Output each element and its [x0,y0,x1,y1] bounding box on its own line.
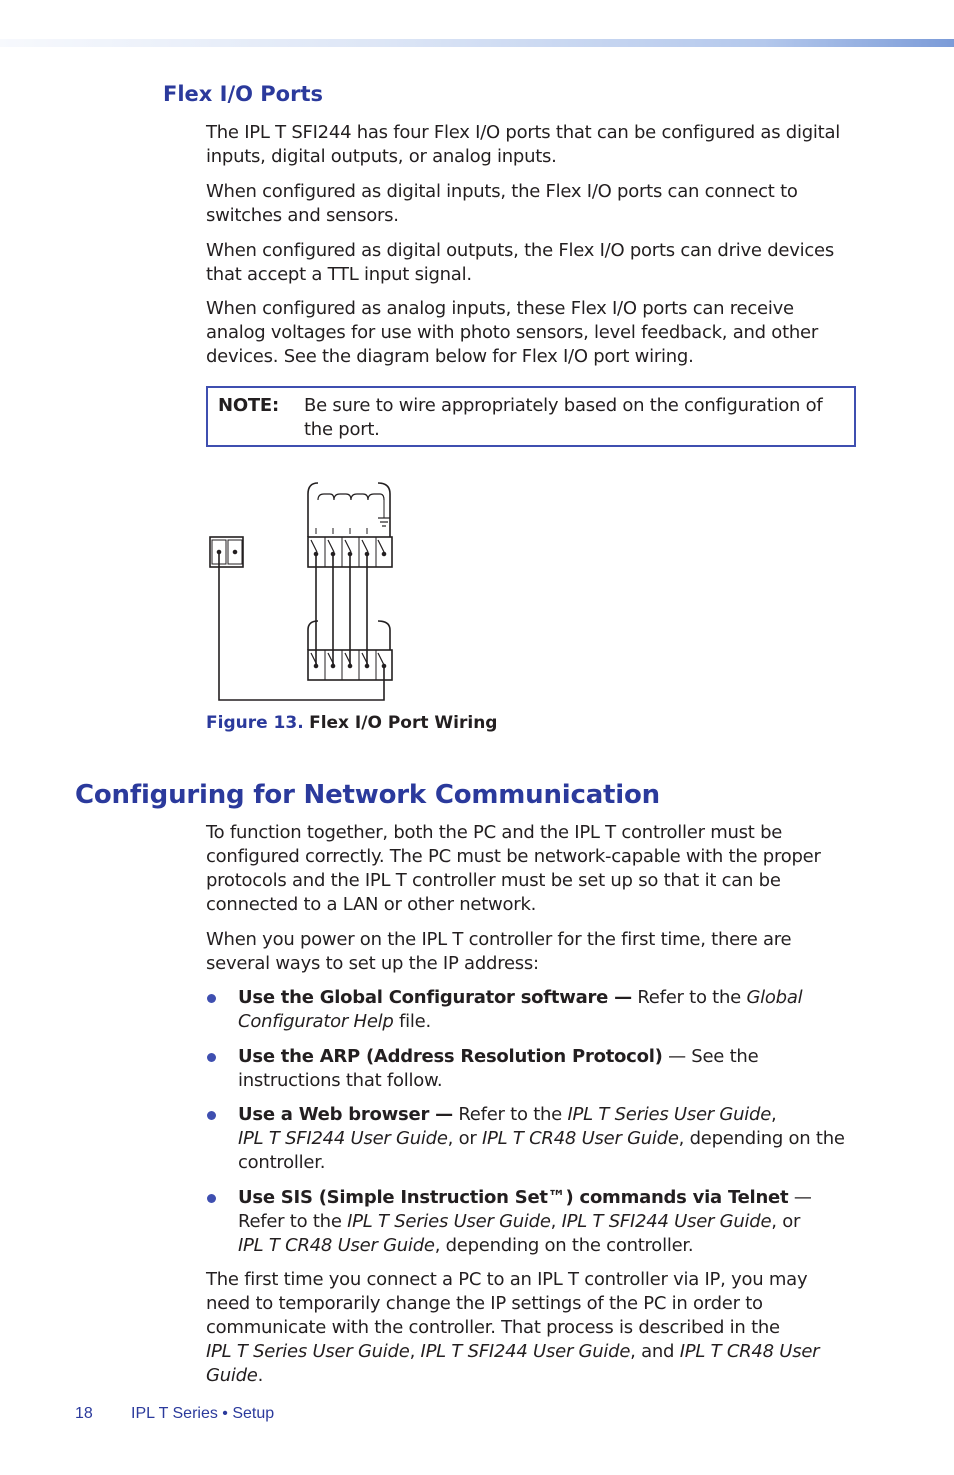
running-title: IPL T Series • Setup [131,1405,275,1422]
bottom-bracket [308,621,390,650]
figure-number: Figure 13. [206,713,304,733]
top-bracket [308,483,390,537]
paragraph: The first time you connect a PC to an IPL T controller via IP, you may need to temporarily change the IP settings of the PC in order to communicate with the controller. That process is described in the IPL T Series User Guide, IPL T SFI244 User Guide, and IPL T CR48 User Guide. [206,1269,820,1386]
list-item: Use the ARP (Address Resolution Protocol) — See the instructions that follow. [206,1045,856,1093]
note-text: Be sure to wire appropriately based on the configuration of the port. [304,395,823,440]
bullet-dot [207,1194,216,1203]
paragraph: When configured as digital outputs, the Flex I/O ports can drive devices that accept a TTL input signal. [206,240,834,285]
left-connector [210,537,243,567]
list-item: Use SIS (Simple Instruction Set™) commands via Telnet — Refer to the IPL T Series User Guide, IPL T SFI244 User Guide, or IPL T CR48 User Guide, depending on the controller. [206,1186,856,1258]
list-item: Use the Global Configurator software — Refer to the Global Configurator Help file. [206,986,856,1034]
bullet-dot [207,1111,216,1120]
section-heading-network: Configuring for Network Communication [75,780,660,810]
figure-title: Flex I/O Port Wiring [309,713,498,733]
paragraph: The IPL T SFI244 has four Flex I/O ports that can be configured as digital inputs, digital outputs, or analog inputs. [206,122,840,167]
paragraph: When you power on the IPL T controller for the first time, there are several ways to set up the IP address: [206,929,792,974]
bullet-dot [207,994,216,1003]
note-box [206,386,856,447]
header-gradient-bar [0,39,954,47]
paragraph: To function together, both the PC and the IPL T controller must be configured correctly. The PC must be network-capable with the proper protocols and the IPL T controller must be set up so that it can be connected to a LAN or other network. [206,822,821,915]
paragraph: When configured as analog inputs, these Flex I/O ports can receive analog voltages for use with photo sensors, level feedback, and other devices. See the diagram below for Flex I/O port wiring. [206,298,819,367]
figure-caption [206,711,497,735]
paragraph: When configured as digital inputs, the Flex I/O ports can connect to switches and sensors. [206,181,798,226]
list-item: Use a Web browser — Refer to the IPL T Series User Guide, IPL T SFI244 User Guide, or IPL T CR48 User Guide, depending on the controller. [206,1103,856,1175]
section-heading-flex-io: Flex I/O Ports [163,82,324,106]
page-number: 18 [75,1405,93,1422]
note-label: NOTE: [218,395,279,416]
flex-io-wiring-diagram [200,470,410,710]
page-footer [75,1405,274,1423]
bullet-dot [207,1053,216,1062]
